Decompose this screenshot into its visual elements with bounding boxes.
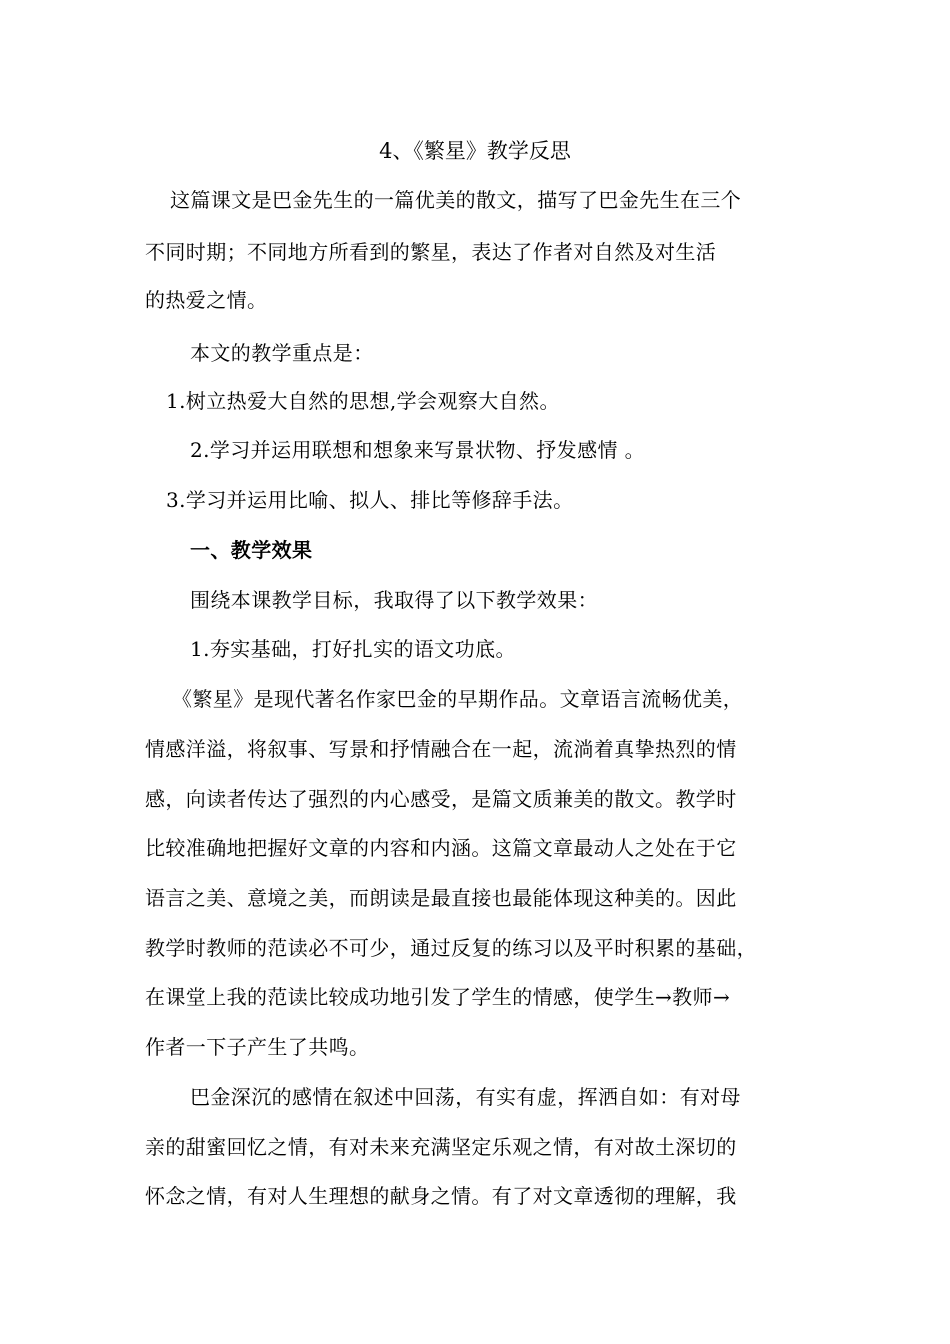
paragraph-line: 感，向读者传达了强烈的内心感受，是篇文质兼美的散文。教学时 [145,787,737,811]
paragraph-line: 的热爱之情。 [145,288,268,312]
paragraph-line: 2.学习并运用联想和想象来写景状物、抒发感情 。 [190,438,646,462]
paragraph-line: 这篇课文是巴金先生的一篇优美的散文，描写了巴金先生在三个 [170,188,742,212]
paragraph-line: 巴金深沉的感情在叙述中回荡，有实有虚，挥洒自如：有对母 [190,1085,741,1109]
paragraph-line: 教学时教师的范读必不可少，通过反复的练习以及平时积累的基础， [145,936,757,960]
paragraph-line: 1.夯实基础，打好扎实的语文功底。 [190,637,516,661]
paragraph-line: 作者一下子产生了共鸣。 [145,1035,370,1059]
paragraph-line: 情感洋溢，将叙事、写景和抒情融合在一起，流淌着真挚热烈的情 [145,737,737,761]
paragraph-line: 《繁星》是现代著名作家巴金的早期作品。文章语言流畅优美， [172,687,744,711]
paragraph-line: 3.学习并运用比喻、拟人、排比等修辞手法。 [166,488,574,512]
paragraph-line: 语言之美、意境之美，而朗读是最直接也最能体现这种美的。因此 [145,886,737,910]
paragraph-line: 本文的教学重点是： [190,341,374,365]
paragraph-line: 不同时期；不同地方所看到的繁星，表达了作者对自然及对生活 [145,240,717,264]
paragraph-line: 怀念之情，有对人生理想的献身之情。有了对文章透彻的理解，我 [145,1184,737,1208]
paragraph-line: 1.树立热爱大自然的思想,学会观察大自然。 [166,389,560,413]
paragraph-line: 比较准确地把握好文章的内容和内涵。这篇文章最动人之处在于它 [145,836,737,860]
section-heading: 一、教学效果 [190,538,313,562]
paragraph-line: 围绕本课教学目标，我取得了以下教学效果： [190,588,598,612]
paragraph-line: 在课堂上我的范读比较成功地引发了学生的情感，使学生→教师→ [145,985,731,1009]
paragraph-line: 亲的甜蜜回忆之情，有对未来充满坚定乐观之情，有对故土深切的 [145,1135,737,1159]
document-title: 4、《繁星》教学反思 [379,139,571,163]
